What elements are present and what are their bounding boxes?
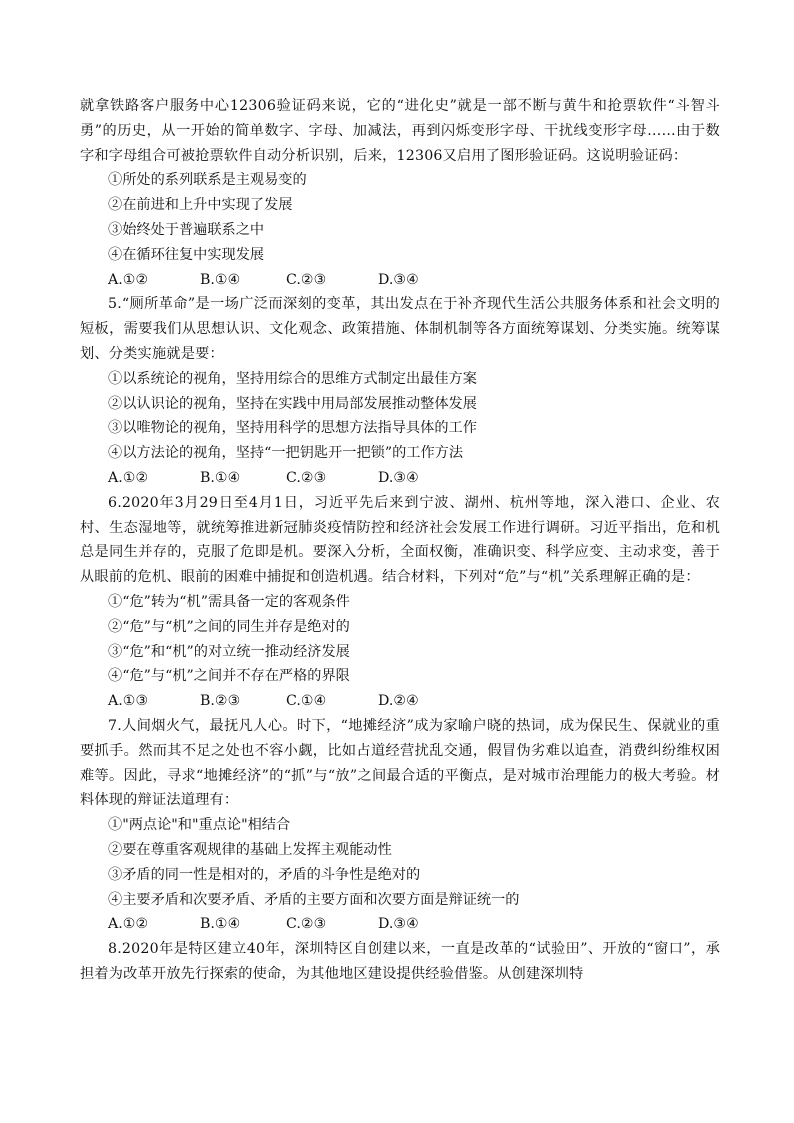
q4-option-3: ③始终处于普遍联系之中 xyxy=(108,221,265,238)
q4-option-1: ①所处的系列联系是主观易变的 xyxy=(108,172,307,189)
q5-choice-a: A.①② xyxy=(108,469,149,486)
q6-choices xyxy=(80,689,720,714)
q7-choice-a: A.①② xyxy=(108,916,149,933)
q6-option-1: ①“危”转为“机”需具备一定的客观条件 xyxy=(108,593,350,610)
q6-choice-a: A.①③ xyxy=(108,693,149,710)
q8-stem: 8.2020年是特区建立40年，深圳特区自创建以来，一直是改革的“试验田”、开放的“窗口”，承担着为改革开放先行探索的使命，为其他地区建设提供经验借鉴。从创建深圳特 xyxy=(80,941,720,982)
q5-choice-b: B.①④ xyxy=(200,469,241,486)
q7-choice-b: B.①④ xyxy=(200,916,241,933)
q4-option-2: ②在前进和上升中实现了发展 xyxy=(108,197,293,214)
q5-choice-d: D.③④ xyxy=(378,469,419,486)
q4-choice-d: D.③④ xyxy=(378,271,419,288)
page-content xyxy=(80,94,720,987)
q5-option-4: ④以方法论的视角，坚持“一把钥匙开一把锁”的工作方法 xyxy=(108,445,464,462)
q5-option-2: ②以认识论的视角，坚持在实践中用局部发展推动整体发展 xyxy=(108,395,477,412)
q7-option-3: ③矛盾的同一性是相对的，矛盾的斗争性是绝对的 xyxy=(108,866,421,883)
q4-choice-a: A.①② xyxy=(108,271,149,288)
q4-choices xyxy=(80,268,720,293)
q6-choice-b: B.②③ xyxy=(200,693,241,710)
q5-option-1: ①以系统论的视角，坚持用综合的思维方式制定出最佳方案 xyxy=(108,370,477,387)
q7-choice-d: D.③④ xyxy=(378,916,419,933)
q7-option-1: ①"两点论"和"重点论"相结合 xyxy=(108,817,291,834)
q7-stem: 7.人间烟火气，最抚凡人心。时下，“地摊经济”成为家喻户晓的热词，成为保民生、保就业的重要抓手。然而其不足之处也不容小觑，比如占道经营扰乱交通，假冒伪劣难以追查，消费纠纷维权困难等。因此，寻求“地摊经济”的“抓”与“放”之间最合适的平衡点，是对城市治理能力的极大考验。材料体现的辩证法道理有： xyxy=(80,717,720,809)
q7-option-4: ④主要矛盾和次要矛盾、矛盾的主要方面和次要方面是辩证统一的 xyxy=(108,891,520,908)
q6-option-2: ②“危”与“机”之间的同生并存是绝对的 xyxy=(108,618,350,635)
q4-option-4: ④在循环往复中实现发展 xyxy=(108,246,265,263)
q6-stem: 6.2020年3月29日至4月1日，习近平先后来到宁波、湖州、杭州等地，深入港口、企业、农村、生态湿地等，就统筹推进新冠肺炎疫情防控和经济社会发展工作进行调研。习近平指出，危和机总是同生并存的，克服了危即是机。要深入分析，全面权衡，准确识变、科学应变、主动求变，善于从眼前的危机、眼前的困难中捕捉和创造机遇。结合材料，下列对“危”与“机”关系理解正确的是： xyxy=(80,494,720,586)
q7-choice-c: C.②③ xyxy=(286,916,327,933)
q6-option-4: ④“危”与“机”之间并不存在严格的界限 xyxy=(108,668,350,685)
q6-choice-c: C.①④ xyxy=(286,693,327,710)
q4-choice-c: C.②③ xyxy=(286,271,327,288)
q6-choice-d: D.②④ xyxy=(378,693,419,710)
q7-option-2: ②要在尊重客观规律的基础上发挥主观能动性 xyxy=(108,841,392,858)
q4-choice-b: B.①④ xyxy=(200,271,241,288)
q7-choices xyxy=(80,912,720,937)
q5-stem: 5.“厕所革命”是一场广泛而深刻的变革，其出发点在于补齐现代生活公共服务体系和社会文明的短板，需要我们从思想认识、文化观念、政策措施、体制机制等各方面统筹谋划、分类实施。统筹谋划、分类实施就是要： xyxy=(80,296,720,362)
q6-option-3: ③“危”和“机”的对立统一推动经济发展 xyxy=(108,643,350,660)
q5-choices xyxy=(80,466,720,491)
q5-option-3: ③以唯物论的视角，坚持用科学的思想方法指导具体的工作 xyxy=(108,420,477,437)
q4-stem: 就拿铁路客户服务中心12306验证码来说，它的“进化史”就是一部不断与黄牛和抢票软件“斗智斗勇”的历史，从一开始的简单数字、字母、加减法，再到闪烁变形字母、干扰线变形字母……由于数字和字母组合可被抢票软件自动分析识别，后来，12306又启用了图形验证码。这说明验证码： xyxy=(80,98,720,164)
q5-choice-c: C.②③ xyxy=(286,469,327,486)
